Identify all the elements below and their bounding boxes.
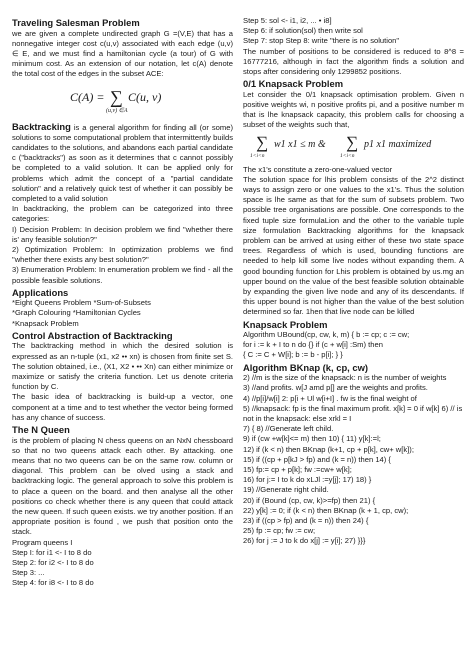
control-abstraction-paragraph: The backtracking method in which the desired solution is expressed as an n-tuple (x1, x2 •• xn) is chosen from finite set S. The solution obtained, i.e., (X1, X2 • •• Xn) can either minimize or maximize or satisfy the criteria function. Let us denote criteria function by C.	[12, 341, 233, 392]
knapsack-constraint-formula	[243, 133, 464, 163]
code-line: Algorithm UBound(cp, cw, k, m) { b := cp; c := cw;	[243, 330, 410, 340]
backtracking-lead: Backtracking	[12, 120, 71, 132]
zero-one-vector-line: The x1's constitute a zero-one-valued vector	[243, 164, 393, 174]
code-line: 25) fp := cp; fw := cw;	[243, 526, 316, 536]
code-line: 3) //and profits. w[J amd p[] are the weights and profits.	[243, 383, 428, 393]
solution-space-paragraph: The solution space for lhis problem consists of the 2^2 distinct ways to assign zero or one values to the x1's. Thus the solution space is lhe same as that for the sum of subsets problem. Two possible tree organisations are possible. One corresponds to the fixed tuple size formulaLion and the other to the variable tuple size formulation Backtracking algorithms for the knapsack problem can be arrived at using either of these two state space trees. Regardless of which is used, bounding functions are needed to help kill some live nodes without expanding them. A good bounding function for Lhis problem is obtained by us.mg an upper bound on the value of the best feasible solution obtainable by expanding the given live node and any of its descendants. If this upper bound is not higher than the value of the best solution determined so far. 1hen that live node can be killed	[243, 174, 464, 317]
backtracking-categories: In backtracking, the problem can be categorized into three categories:	[12, 204, 233, 224]
code-line: 15) if ((cp + p[kJ > fp) and (k = n)) then 14) {	[243, 454, 391, 464]
svg-text:C(A) =: C(A) =	[69, 89, 104, 104]
svg-text:1<i<n: 1<i<n	[340, 152, 355, 159]
code-line: 19) //Generate right child.	[243, 485, 329, 495]
code-line: 15) fp:= cp + p[k]; fw :=cw+ w[k];	[243, 465, 352, 475]
code-line: 4) //p[i]/w[i] 2: p[i + Ul w[i+I] . fw is the final weight of	[243, 393, 417, 403]
code-line: Step 5: sol <- i1, i2, ... • i8]	[243, 16, 332, 25]
control-abstraction-paragraph-2: The basic idea of backtracking is build-up a vector, one component at a time and to test whether the vector being formed has any chance of success.	[12, 392, 233, 422]
n-queen-paragraph: is the problem of placing N chess queens on an NxN chessboard so that no two queens attack each other. By attacking. one means that no two queens can be on the same row. column or diagonal. This problem can be olved using a stack and backtracking logic. The general approach to solve this problem is to place a queen on the board. and then analyse all the other positions co check whether there is any queen that could attack the new queen. If such queen exists. we try another position. If an appropriate position is found , we push that position onto the stack.	[12, 435, 233, 537]
ubound-code	[243, 330, 464, 361]
queens-program-continued	[243, 16, 464, 47]
svg-text:∑: ∑	[256, 132, 269, 152]
code-line: 7) { 8) //Generate left child.	[243, 424, 334, 434]
code-line: 2) //m is the size of the knapsack: n is the number of weights	[243, 373, 447, 383]
code-line: 12) if (k < n) then BKnap (k+1, cp + p[k], cw+ w[k]);	[243, 444, 414, 454]
applications-line: *Knapsack Problem	[12, 318, 79, 328]
svg-text:∑: ∑	[346, 132, 359, 152]
code-line: Step 2: for i2 <- I to 8 do	[12, 557, 94, 567]
code-line: 26) for j := J to k do x[j] := y[i]; 27) }}}	[243, 536, 366, 546]
code-line: 9) if (cw +w[k]<= m) then 10) { 11) y[k]:=l;	[243, 434, 381, 444]
svg-text:1<i<n: 1<i<n	[250, 152, 265, 159]
category-item: I) Decision Problem: In decision problem we find "whether there is' any feasible solution?"	[12, 224, 233, 244]
code-line: Step 6: if solution(sol) then write sol	[243, 26, 363, 36]
n-queen-heading: The N Queen	[12, 424, 70, 435]
code-line: 22) y[k] := 0; if (k < n) then BKnap (k + 1, cp, cw);	[243, 505, 409, 515]
category-item: 2) Optimization Problem: In optimization problems we find "whether there exists any best solution?"	[12, 244, 233, 265]
code-line: Step 7: stop Step 8: write "there is no solution"	[243, 36, 400, 46]
svg-text:∑: ∑	[109, 86, 123, 107]
queens-program	[12, 538, 233, 589]
backtracking-text: is a general algorithm for finding all (or some) solutions to some computational problem that intermittently builds candidates to the solutions, and abandons each partial candidate c ("backtracks") as soon as it determines that c cannot possibly be completed to a valid solution. It can be applied only for problems which admit the concept of a "partial candidate solution" and a relatively quick test of whether it can possibly be completed to a valid solution	[12, 122, 233, 203]
bknap-code	[243, 373, 464, 546]
svg-text:(u,v) ∈A: (u,v) ∈A	[105, 107, 128, 114]
svg-text:p1 x1 maximized: p1 x1 maximized	[364, 138, 432, 150]
knapsack-formula-svg	[246, 133, 461, 159]
tsp-heading: Traveling Salesman Problem	[12, 17, 140, 28]
applications-line: *Graph Colouring *Hamiltonian Cycles	[12, 308, 141, 318]
tsp-cost-formula	[12, 84, 233, 118]
knapsack-01-heading: 0/1 Knapsack Problem	[243, 78, 344, 90]
right-column	[243, 16, 464, 662]
code-line: Step I: for i1 <- I to 8 do	[12, 547, 92, 557]
tsp-paragraph: we are given a complete undirected graph G =(V,E) that has a nonnegative integer cost c(u,v) associated with each edge (u,v) ∈ E, and we must find a hamiltonian cycle (a tour) of G with minimum cost. As an extension of our notation, let c(A) denote the total cost of the edges in the subset ACE:	[12, 28, 233, 79]
applications-line: *Eight Queens Problem *Sum-of-Subsets	[12, 298, 151, 308]
backtracking-paragraph	[12, 122, 233, 205]
svg-text:C(u, v): C(u, v)	[127, 89, 161, 104]
category-item: 3) Enumeration Problem: In enumeration problem we find - all the possible feasible solutions.	[12, 265, 233, 285]
knapsack-01-paragraph: Let consider the 0/1 knapsack optimisation problem. Given n positive weights wi, n positive profits pi, and a positive number m that is lhe knapsack capacity, this problem calls for choosing a subset of the weights such that,	[243, 89, 464, 130]
code-line: for i := k + I to n do {} if (c + w[i] :Sm) then	[243, 340, 383, 350]
control-abstraction-heading: Control Abstraction of Backtracking	[12, 329, 173, 341]
code-line: Step 3: ...	[12, 568, 45, 578]
svg-text:w1 x1 ≤ m &: w1 x1 ≤ m &	[274, 138, 326, 150]
code-line: { C := C + W[i]; b := b - p[i]; } }	[243, 350, 343, 360]
knapsack-heading: Knapsack Problem	[243, 318, 328, 330]
code-line: 20) if (Bound (cp, cw, k)>=fp) then 21) {	[243, 495, 376, 505]
code-line: Program queens I	[12, 537, 73, 547]
tsp-cost-formula-svg	[48, 84, 198, 114]
bknap-heading: Algorithm BKnap (k, cp, cw)	[243, 361, 369, 373]
left-column	[12, 16, 233, 662]
code-line: 16) for j:= I to k do xLJl :=y[j]; 17) 18) }	[243, 475, 372, 485]
positions-paragraph: The number of positions to be considered is reduced to 8^8 = 16777216, although in fact the algorithm finds a solution and stops after considering only 1299852 positions.	[243, 46, 464, 77]
code-line: 5) //knapsack: fp is the final maximum profit. x[k] = 0 if w[k] 6) // is not in the knapsack: else xrkl = I	[243, 403, 463, 423]
code-line: Step 4: for i8 <- I to 8 do	[12, 578, 94, 588]
applications-heading: Applications	[12, 286, 69, 298]
code-line: 23) if ((cp > fp) and (k = n)) then 24) {	[243, 516, 369, 526]
